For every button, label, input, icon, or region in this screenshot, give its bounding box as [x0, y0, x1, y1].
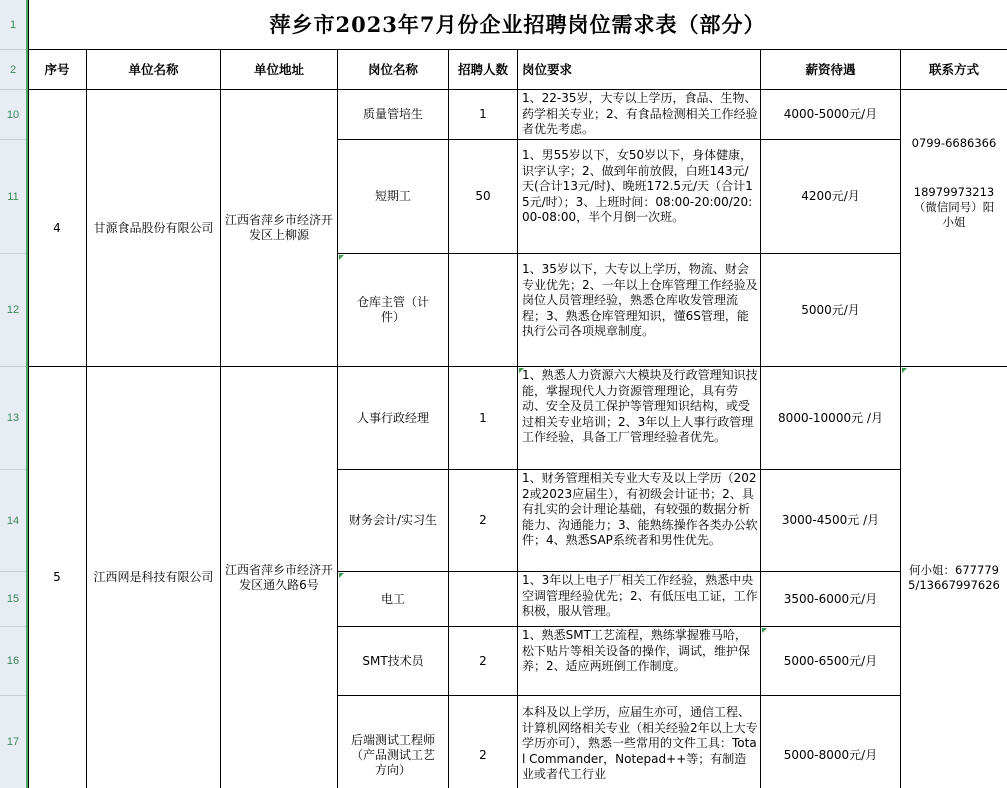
comment-marker [762, 628, 767, 633]
row-number[interactable]: 2 [0, 50, 26, 90]
salary-cell[interactable]: 5000-6500元/月 [761, 627, 901, 696]
row-number[interactable]: 14 [0, 470, 26, 572]
contact-detail: 18979973213（微信同号）阳小姐 [913, 185, 995, 229]
comment-marker [519, 368, 524, 373]
count-cell[interactable] [449, 572, 518, 627]
count-cell[interactable]: 2 [449, 470, 518, 572]
count-cell[interactable]: 1 [449, 90, 518, 140]
salary-cell[interactable]: 3500-6000元/月 [761, 572, 901, 627]
position-cell[interactable]: SMT技术员 [338, 627, 449, 696]
count-cell[interactable]: 2 [449, 696, 518, 788]
salary-cell[interactable]: 5000元/月 [761, 254, 901, 367]
position-cell[interactable]: 人事行政经理 [338, 367, 449, 470]
seq-cell[interactable]: 5 [28, 367, 87, 788]
requirement-cell[interactable]: 1、男55岁以下，女50岁以下，身体健康，识字认字；2、做到年前放假，白班143元/天(合计13元/时)、晚班172.5元/天（合计15元/时）；3、上班时间：08:00-20:00/20:00-08:00，半个月倒一次班。 [518, 140, 761, 254]
position-cell[interactable]: 短期工 [338, 140, 449, 254]
header-company[interactable]: 单位名称 [87, 50, 221, 90]
salary-cell[interactable]: 4200元/月 [761, 140, 901, 254]
contact-phone: 0799-6686366 [911, 136, 997, 150]
header-contact[interactable]: 联系方式 [901, 50, 1007, 90]
header-requirement[interactable]: 岗位要求 [518, 50, 761, 90]
row-number[interactable]: 16 [0, 627, 26, 696]
spreadsheet-grid [28, 0, 1007, 788]
header-seq[interactable]: 序号 [28, 50, 87, 90]
row-number[interactable]: 1 [0, 0, 26, 50]
count-cell[interactable]: 1 [449, 367, 518, 470]
row-number[interactable]: 11 [0, 140, 26, 254]
header-position[interactable]: 岗位名称 [338, 50, 449, 90]
salary-cell[interactable]: 4000-5000元/月 [761, 90, 901, 140]
address-cell[interactable]: 江西省萍乡市经济开发区通久路6号 [221, 367, 338, 788]
header-count[interactable]: 招聘人数 [449, 50, 518, 90]
requirement-cell[interactable]: 1、熟悉SMT工艺流程，熟练掌握雅马哈，松下贴片等相关设备的操作，调试，维护保养；2、适应两班倒工作制度。 [518, 627, 761, 696]
row-header-column [0, 0, 26, 788]
requirement-cell[interactable]: 1、22-35岁，大专以上学历，食品、生物、药学相关专业；2、有食品检测相关工作经验者优先考虑。 [518, 90, 761, 140]
page-title[interactable]: 萍乡市2023年7月份企业招聘岗位需求表（部分） [28, 0, 1007, 50]
salary-cell[interactable]: 8000-10000元 /月 [761, 367, 901, 470]
row-number[interactable]: 15 [0, 572, 26, 627]
position-cell[interactable]: 电工 [338, 572, 449, 627]
comment-marker [902, 368, 907, 373]
requirement-cell[interactable]: 1、35岁以下，大专以上学历，物流、财会专业优先；2、一年以上仓库管理工作经验及岗位人员管理经验，熟悉仓库收发管理流程；3、熟悉仓库管理知识，懂6S管理，能执行公司各项规章制度。 [518, 254, 761, 367]
count-cell[interactable] [449, 254, 518, 367]
grid-left-border [28, 0, 29, 788]
header-address[interactable]: 单位地址 [221, 50, 338, 90]
position-cell[interactable]: 仓库主管（计件） [338, 254, 449, 367]
count-cell[interactable]: 2 [449, 627, 518, 696]
count-cell[interactable]: 50 [449, 140, 518, 254]
salary-cell[interactable]: 5000-8000元/月 [761, 696, 901, 788]
seq-cell[interactable]: 4 [28, 90, 87, 367]
contact-cell[interactable] [901, 90, 1007, 367]
contact-cell[interactable]: 何小姐：6777795/13667997626 [908, 562, 1000, 592]
salary-cell[interactable]: 3000-4500元 /月 [761, 470, 901, 572]
row-number[interactable]: 17 [6, 736, 20, 748]
position-cell[interactable]: 财务会计/实习生 [338, 470, 449, 572]
company-name-cell[interactable]: 江西网是科技有限公司 [87, 367, 221, 788]
row-number[interactable]: 10 [0, 90, 26, 140]
comment-marker [339, 573, 344, 578]
requirement-cell[interactable]: 1、财务管理相关专业大专及以上学历（2022或2023应届生），有初级会计证书；2、具有扎实的会计理论基础，有较强的数据分析能力、沟通能力；3、能熟练操作各类办公软件；4、熟悉SAP系统者和男性优先。 [518, 470, 761, 572]
position-cell[interactable]: 质量管培生 [338, 90, 449, 140]
row-number[interactable]: 12 [0, 254, 26, 367]
company-name-cell[interactable]: 甘源食品股份有限公司 [87, 90, 221, 367]
requirement-cell[interactable]: 1、3年以上电子厂相关工作经验，熟悉中央空调管理经验优先；2、有低压电工证，工作积极，服从管理。 [518, 572, 761, 627]
comment-marker [339, 255, 344, 260]
requirement-cell[interactable]: 本科及以上学历，应届生亦可，通信工程、计算机网络相关专业（相关经验2年以上大专学历亦可），熟悉一些常用的文件工具：Total Commander，Notepad++等；有制造业或者代工行业 [518, 696, 761, 788]
requirement-cell[interactable]: 1、熟悉人力资源六大模块及行政管理知识技能，掌握现代人力资源管理理论，具有劳动、安全及员工保护等管理知识结构，或受过相关专业培训；2、3年以上人事行政管理工作经验，具备工厂管理经验者优先。 [518, 367, 761, 470]
position-cell[interactable]: 后端测试工程师（产品测试工艺方向） [338, 696, 449, 788]
header-salary[interactable]: 薪资待遇 [761, 50, 901, 90]
address-cell[interactable]: 江西省萍乡市经济开发区上柳源 [221, 90, 338, 367]
row-number[interactable]: 13 [0, 367, 26, 470]
